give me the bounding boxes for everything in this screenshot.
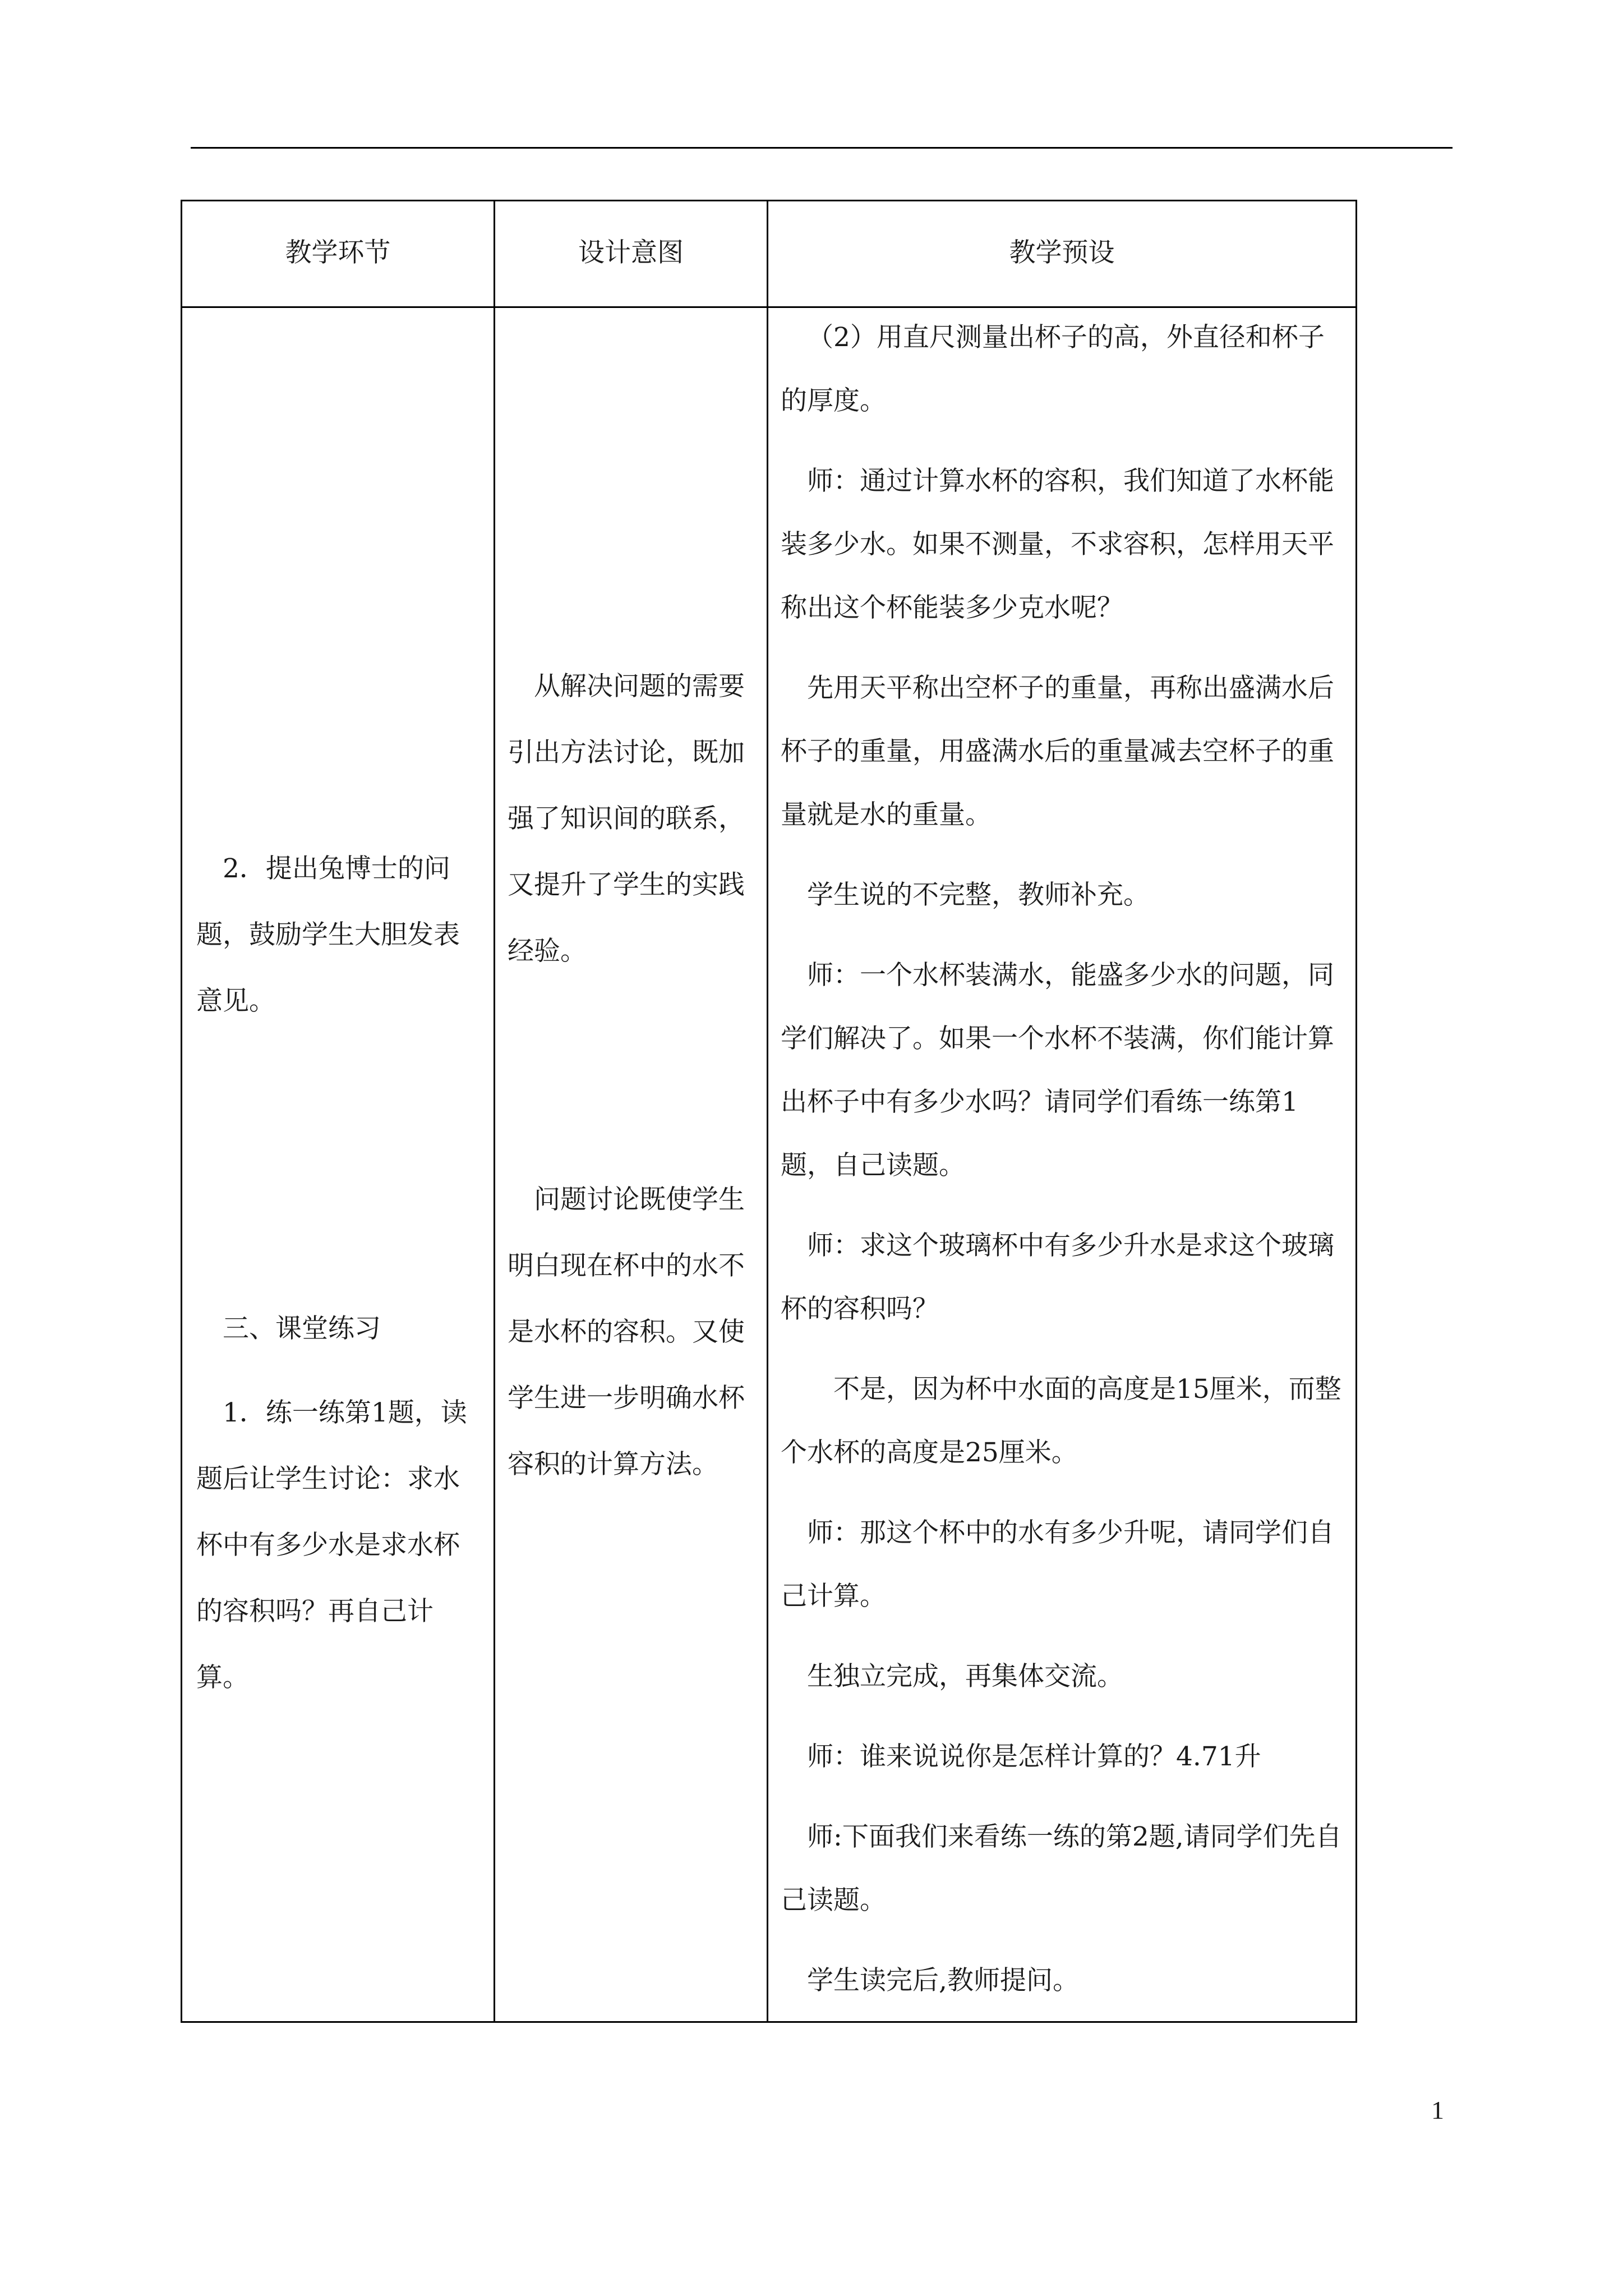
table-border-right xyxy=(1355,200,1357,2023)
col2-intent-2 xyxy=(508,1167,755,1498)
table-border-bottom xyxy=(181,2021,1357,2023)
col1-section-3-text: 三、课堂练习 xyxy=(223,1313,381,1344)
col3-paragraph: （2）用直尺测量出杯子的高，外直径和杯子的厚度。 xyxy=(781,322,1325,416)
col2-intent-1-text: 从解决问题的需要引出方法讨论，既加强了知识间的联系，又提升了学生的实践经验。 xyxy=(508,671,745,967)
header-rule xyxy=(191,147,1453,149)
header-teaching-step: 教学环节 xyxy=(285,237,391,268)
col1-item-2 xyxy=(196,836,479,1034)
col1-section-3 xyxy=(196,1296,479,1362)
col1-item-2-text: 2．提出兔博士的问题，鼓励学生大胆发表意见。 xyxy=(196,853,460,1016)
col3-paragraph: 师：那这个杯中的水有多少升呢，请同学们自己计算。 xyxy=(781,1517,1334,1612)
col3-paragraph: 师:下面我们来看练一练的第2题,请同学们先自己读题。 xyxy=(781,1821,1342,1916)
col1-item-1-text: 1．练一练第1题，读题后让学生讨论：求水杯中有多少水是求水杯的容积吗？再自己计算。 xyxy=(196,1397,467,1693)
header-design-intent: 设计意图 xyxy=(578,237,684,268)
col3-paragraph: 学生读完后,教师提问。 xyxy=(807,1965,1079,1996)
table-col-divider-1 xyxy=(494,200,495,2023)
table-border-left xyxy=(181,200,182,2023)
col3-paragraph: 先用天平称出空杯子的重量，再称出盛满水后杯子的重量，用盛满水后的重量减去空杯子的重量就是水的重量。 xyxy=(781,673,1334,830)
table-col-divider-2 xyxy=(767,200,768,2023)
col3-plan xyxy=(781,306,1344,2012)
col3-paragraph: 师：求这个玻璃杯中有多少升水是求这个玻璃杯的容积吗？ xyxy=(781,1230,1334,1324)
col3-paragraph: 师：通过计算水杯的容积，我们知道了水杯能装多少水。如果不测量，不求容积，怎样用天平称出这个杯能装多少克水呢？ xyxy=(781,466,1334,623)
col3-paragraph: 生独立完成，再集体交流。 xyxy=(807,1661,1123,1692)
col3-paragraph: 不是，因为杯中水面的高度是15厘米，而整个水杯的高度是25厘米。 xyxy=(781,1374,1341,1468)
header-teaching-plan: 教学预设 xyxy=(1009,237,1115,268)
col2-intent-1 xyxy=(508,654,755,984)
col3-paragraph: 师：谁来说说你是怎样计算的？4.71升 xyxy=(807,1741,1261,1772)
page-number: 1 xyxy=(1431,2096,1444,2124)
col2-intent-2-text: 问题讨论既使学生明白现在杯中的水不是水杯的容积。又使学生进一步明确水杯容积的计算方法。 xyxy=(508,1184,745,1480)
col1-item-1 xyxy=(196,1380,479,1711)
col3-paragraph: 学生说的不完整，教师补充。 xyxy=(807,880,1150,910)
col3-paragraph: 师：一个水杯装满水，能盛多少水的问题，同学们解决了。如果一个水杯不装满，你们能计算出杯子中有多少水吗？请同学们看练一练第1题，自己读题。 xyxy=(781,960,1334,1181)
